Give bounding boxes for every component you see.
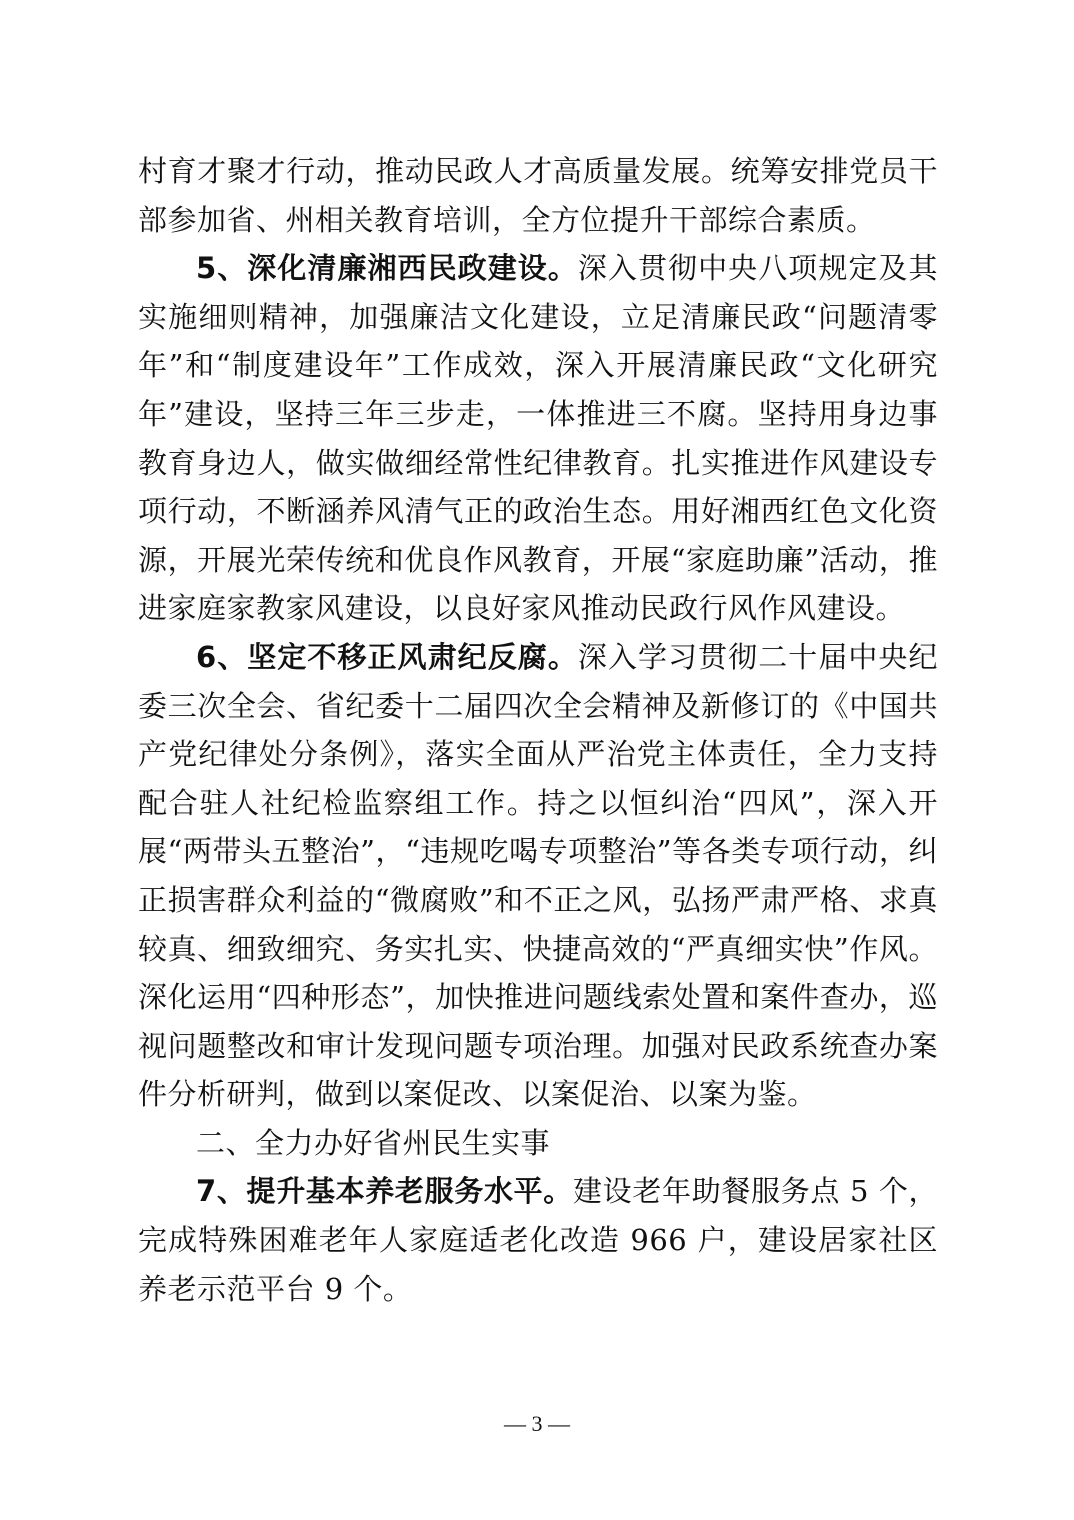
paragraph-item-6 (138, 633, 938, 1119)
document-body (138, 147, 938, 1313)
paragraph-continuation (138, 147, 938, 244)
paragraph-text: 深入学习贯彻二十届中央纪委三次全会、省纪委十二届四次全会精神及新修订的《中国共产党纪律处分条例》，落实全面从严治党主体责任，全力支持配合驻人社纪检监察组工作。持之以恒纠治“四风”，深入开展“两带头五整治”，“违规吃喝专项整治”等各类专项行动，纠正损害群众利益的“微腐败”和不正之风，弘扬严肃严格、求真较真、细致细究、务实扎实、快捷高效的“严真细实快”作风。深化运用“四种形态”，加快推进问题线索处置和案件查办，巡视问题整改和审计发现问题专项治理。加强对民政系统查办案件分析研判，做到以案促改、以案促治、以案为鉴。 (138, 639, 938, 1112)
paragraph-item-7 (138, 1167, 938, 1313)
item-heading: 7、提升基本养老服务水平。 (196, 1174, 573, 1209)
section-heading-text: 二、全力办好省州民生实事 (196, 1125, 551, 1160)
paragraph-text: 深入贯彻中央八项规定及其实施细则精神，加强廉洁文化建设，立足清廉民政“问题清零年”和“制度建设年”工作成效，深入开展清廉民政“文化研究年”建设，坚持三年三步走，一体推进三不腐。坚持用身边事教育身边人，做实做细经常性纪律教育。扎实推进作风建设专项行动，不断涵养风清气正的政治生态。用好湘西红色文化资源，开展光荣传统和优良作风教育，开展“家庭助廉”活动，推进家庭家教家风建设，以良好家风推动民政行风作风建设。 (138, 251, 938, 626)
page-number: — 3 — (504, 1411, 570, 1436)
paragraph-item-5 (138, 244, 938, 633)
paragraph-text: 村育才聚才行动，推动民政人才高质量发展。统筹安排党员干部参加省、州相关教育培训，全方位提升干部综合素质。 (138, 154, 938, 237)
paragraph-text: 建设老年助餐服务点 5 个，完成特殊困难老年人家庭适老化改造 966 户，建设居家社区养老示范平台 9 个。 (138, 1174, 938, 1306)
item-heading: 5、深化清廉湘西民政建设。 (196, 251, 578, 286)
item-heading: 6、坚定不移正风肃纪反腐。 (196, 639, 578, 674)
section-heading (138, 1119, 938, 1168)
